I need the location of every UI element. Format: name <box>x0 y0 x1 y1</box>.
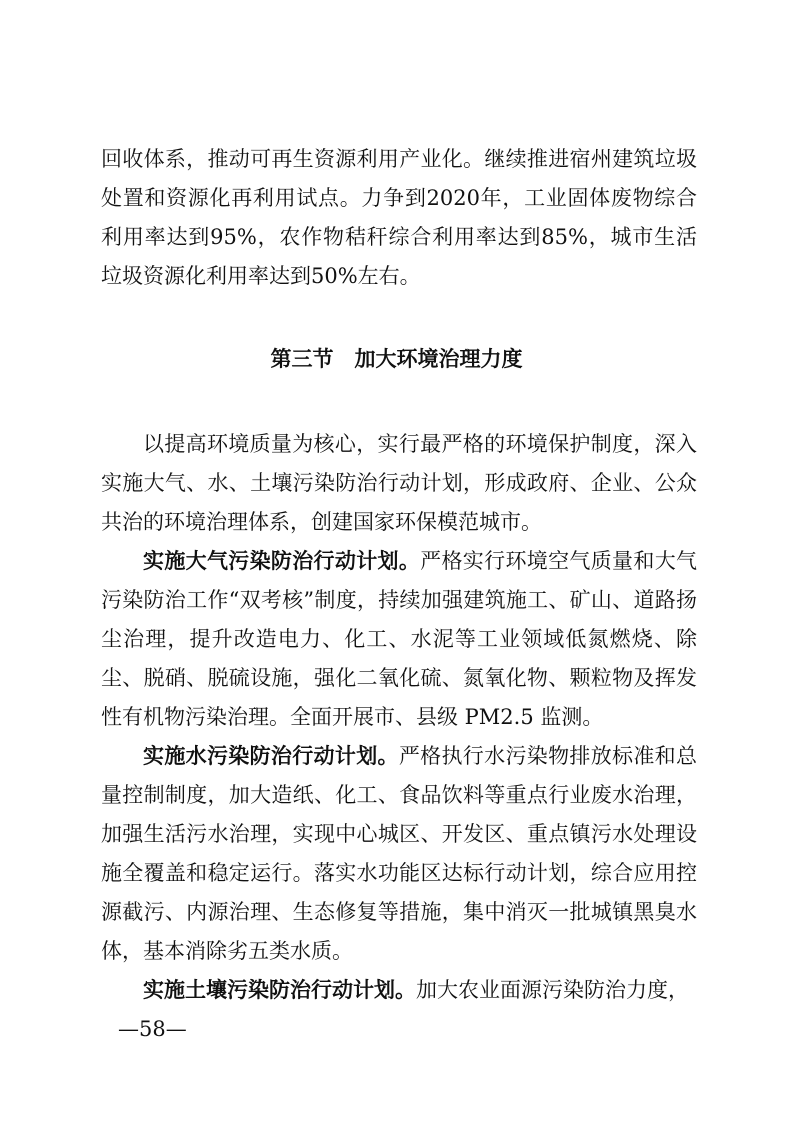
section-heading: 第三节 加大环境治理力度 <box>270 347 523 371</box>
soil-pollution-body: 加大农业面源污染防治力度， <box>416 978 689 1002</box>
water-pollution-lead: 实施水污染防治行动计划。 <box>143 744 399 768</box>
soil-pollution-paragraph <box>101 971 697 1010</box>
soil-pollution-lead: 实施土壤污染防治行动计划。 <box>143 978 416 1002</box>
intro-paragraph: 以提高环境质量为核心，实行最严格的环境保护制度，深入实施大气、水、土壤污染防治行动计划，形成政府、企业、公众共治的环境治理体系，创建国家环保模范城市。 <box>101 432 697 534</box>
continuation-paragraph: 回收体系，推动可再生资源利用产业化。继续推进宿州建筑垃圾处置和资源化再利用试点。力争到2020年，工业固体废物综合利用率达到95%，农作物秸秆综合利用率达到85%，城市生活垃圾资源化利用率达到50%左右。 <box>101 147 697 288</box>
air-pollution-lead: 实施大气污染防治行动计划。 <box>143 549 421 573</box>
air-pollution-body: 严格实行环境空气质量和大气污染防治工作“双考核”制度，持续加强建筑施工、矿山、道路扬尘治理，提升改造电力、化工、水泥等工业领域低氮燃烧、除尘、脱硝、脱硫设施，强化二氧化硫、氮氧化物、颗粒物及挥发性有机物污染治理。全面开展市、县级 PM2.5 监测。 <box>101 549 698 729</box>
page-number: —58— <box>118 1017 187 1041</box>
water-pollution-body: 严格执行水污染物排放标准和总量控制制度，加大造纸、化工、食品饮料等重点行业废水治理，加强生活污水治理，实现中心城区、开发区、重点镇污水处理设施全覆盖和稳定运行。落实水功能区达标行动计划，综合应用控源截污、内源治理、生态修复等措施，集中消灭一批城镇黑臭水体，基本消除劣五类水质。 <box>101 744 698 963</box>
air-pollution-paragraph <box>101 542 697 737</box>
water-pollution-paragraph <box>101 737 697 971</box>
